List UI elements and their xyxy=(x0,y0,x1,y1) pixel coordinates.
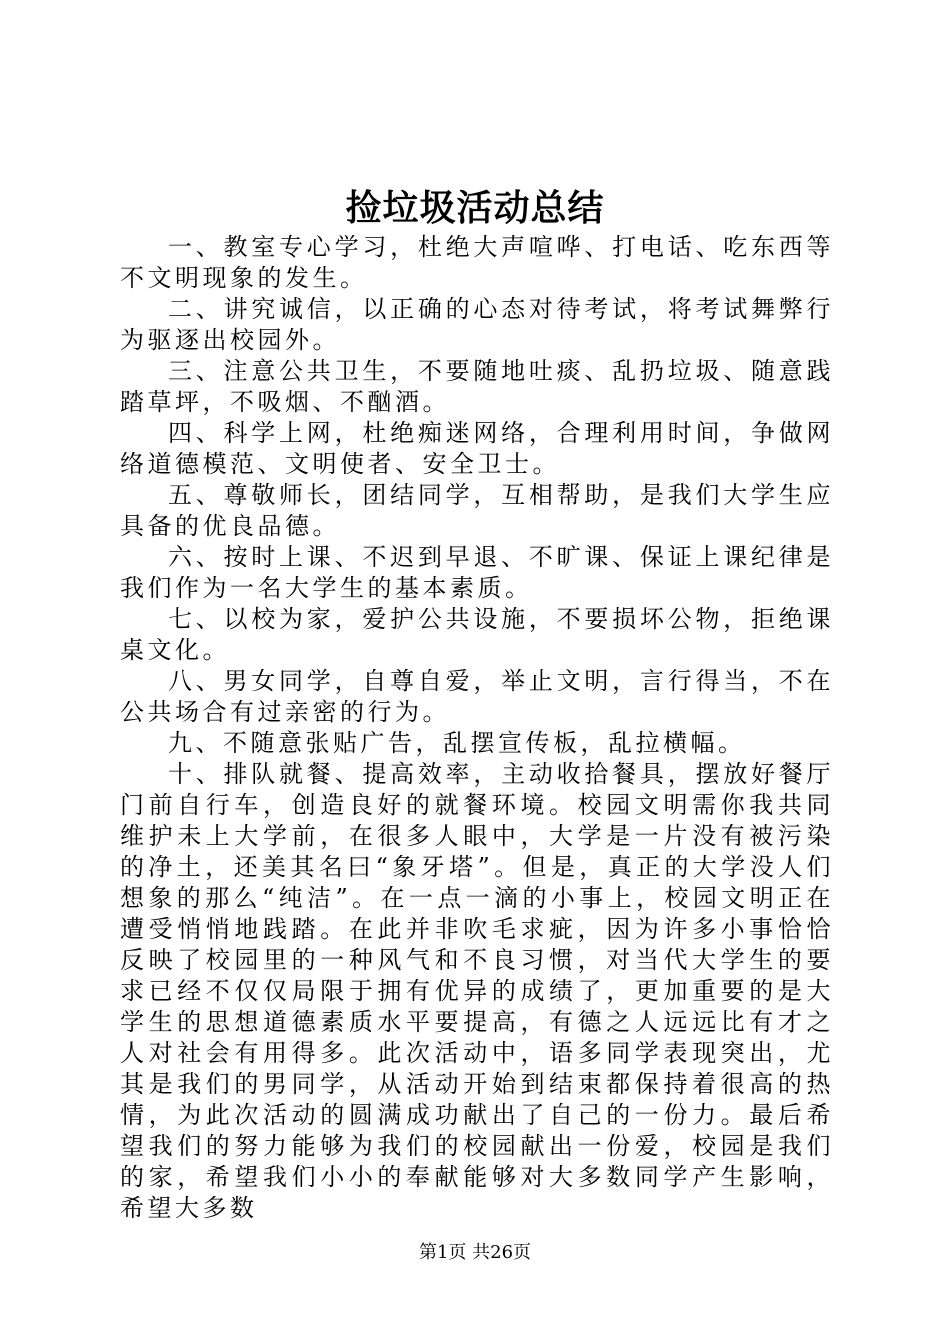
page-footer xyxy=(0,1241,950,1265)
paragraph-8: 八、男女同学，自尊自爱，举止文明，言行得当，不在公共场合有过亲密的行为。 xyxy=(120,667,834,726)
page-number: 第1页 xyxy=(418,1242,467,1263)
paragraph-4: 四、科学上网，杜绝痴迷网络，合理利用时间，争做网络道德模范、文明使者、安全卫士。 xyxy=(120,419,834,478)
paragraph-2: 二、讲究诚信，以正确的心态对待考试，将考试舞弊行为驱逐出校园外。 xyxy=(120,295,834,354)
paragraph-3: 三、注意公共卫生，不要随地吐痰、乱扔垃圾、随意践踏草坪，不吸烟、不酗酒。 xyxy=(120,357,834,416)
page-total: 共26页 xyxy=(472,1242,532,1263)
paragraph-1: 一、教室专心学习，杜绝大声喧哗、打电话、吃东西等不文明现象的发生。 xyxy=(120,233,834,292)
paragraph-9: 九、不随意张贴广告，乱摆宣传板，乱拉横幅。 xyxy=(168,729,746,757)
paragraph-6: 六、按时上课、不迟到早退、不旷课、保证上课纪律是我们作为一名大学生的基本素质。 xyxy=(120,543,834,602)
document-body xyxy=(120,232,834,1224)
paragraph-5: 五、尊敬师长，团结同学，互相帮助，是我们大学生应具备的优良品德。 xyxy=(120,481,834,540)
paragraph-7: 七、以校为家，爱护公共设施，不要损坏公物，拒绝课桌文化。 xyxy=(120,605,834,664)
paragraph-10: 十、排队就餐、提高效率，主动收拾餐具，摆放好餐厅门前自行车，创造良好的就餐环境。校园文明需你我共同维护未上大学前，在很多人眼中，大学是一片没有被污染的净土，还美其名曰“象牙塔”。但是，真正的大学没人们想象的那么“纯洁”。在一点一滴的小事上，校园文明正在遭受悄悄地践踏。在此并非吹毛求疵，因为许多小事恰恰反映了校园里的一种风气和不良习惯，对当代大学生的要求已经不仅仅局限于拥有优异的成绩了，更加重要的是大学生的思想道德素质水平要提高，有德之人远远比有才之人对社会有用得多。此次活动中，语多同学表现突出，尤其是我们的男同学，从活动开始到结束都保持着很高的热情，为此次活动的圆满成功献出了自己的一份力。最后希望我们的努力能够为我们的校园献出一份爱，校园是我们的家，希望我们小小的奉献能够对大多数同学产生影响，希望大多数 xyxy=(120,760,834,1222)
document-title: 捡垃圾活动总结 xyxy=(345,187,605,229)
